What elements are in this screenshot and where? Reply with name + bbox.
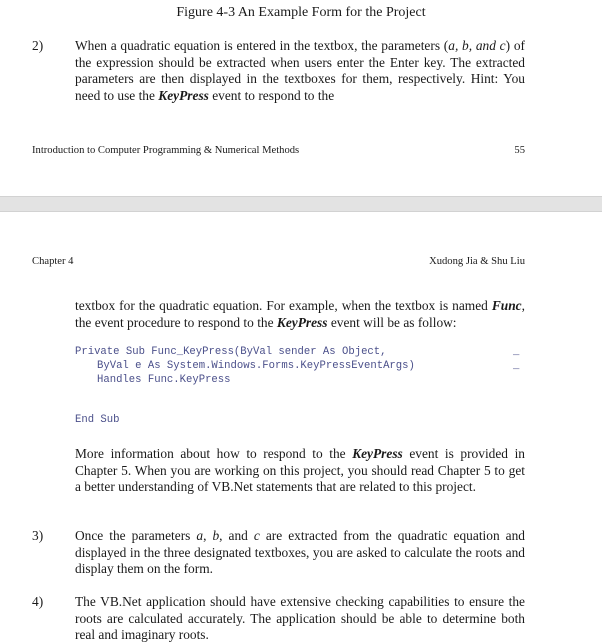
paragraph-more-info bbox=[75, 446, 525, 496]
item-2-text-b: ) of the expression should be extracted when users enter the Enter key. The extracted parameters are then displayed in the textboxes for them, respectively. Hint: You need to use the bbox=[75, 38, 525, 103]
item-4-text: The VB.Net application should have extensive checking capabilities to ensure the roots are calculated accurately. The application should be able to determine both real and imaginary roots. bbox=[75, 594, 525, 643]
item-2-keypress: KeyPress bbox=[158, 87, 209, 103]
page-break-gap bbox=[0, 196, 602, 212]
item-2-text bbox=[75, 38, 525, 104]
list-number-4: 4) bbox=[32, 594, 44, 609]
item-3-text-b: are extracted from the quadratic equation and displayed in the three designated textboxes, you are asked to calculate the roots and display them on the form. bbox=[75, 528, 525, 577]
code-line-3: Handles Func.KeyPress bbox=[97, 374, 231, 386]
header-chapter: Chapter 4 bbox=[32, 256, 74, 267]
item-2-text-a: When a quadratic equation is entered in the textbox, the parameters ( bbox=[75, 38, 449, 53]
more-text-b: event is provided in Chapter 5. When you are working on this project, you should read Chapter 5 to get a better understanding of VB.Net statements that are related to this project. bbox=[75, 446, 525, 495]
item-3-c: c bbox=[253, 528, 260, 543]
item-3-sep2: , and bbox=[219, 528, 254, 543]
code-line-continuation-2: _ bbox=[513, 360, 520, 372]
code-end-sub: End Sub bbox=[75, 414, 120, 426]
figure-caption: Figure 4-3 An Example Form for the Project bbox=[176, 5, 426, 20]
header-authors: Xudong Jia & Shu Liu bbox=[429, 256, 525, 267]
cont-text-a: textbox for the quadratic equation. For example, when the textbox is named bbox=[75, 298, 492, 313]
cont-keypress: KeyPress bbox=[276, 314, 328, 330]
code-line-1: Private Sub Func_KeyPress(ByVal sender As Object, bbox=[75, 346, 387, 358]
item-3-a: a bbox=[196, 528, 204, 543]
code-line-2: ByVal e As System.Windows.Forms.KeyPressEventArgs) bbox=[97, 360, 415, 372]
item-2-params: a, b, and c bbox=[448, 38, 506, 53]
code-line-continuation-1: _ bbox=[513, 346, 520, 358]
list-number-2: 2) bbox=[32, 38, 44, 53]
cont-text-c: event will be as follow: bbox=[327, 314, 457, 330]
item-3-text-a: Once the parameters bbox=[75, 528, 197, 543]
footer-book-title: Introduction to Computer Programming & Numerical Methods bbox=[32, 145, 300, 156]
cont-text-b: , the event procedure to respond to the bbox=[75, 298, 525, 330]
item-3-text bbox=[75, 528, 525, 578]
cont-func: Func bbox=[491, 298, 522, 313]
footer-page-number: 55 bbox=[514, 145, 525, 156]
list-number-3: 3) bbox=[32, 528, 44, 543]
item-3-b: b bbox=[212, 528, 220, 543]
item-2-text-c: event to respond to the bbox=[208, 87, 335, 103]
more-keypress: KeyPress bbox=[352, 446, 403, 461]
paragraph-continuation bbox=[75, 298, 525, 331]
more-text-a: More information about how to respond to the bbox=[75, 446, 353, 461]
item-3-sep1: , bbox=[203, 528, 213, 543]
